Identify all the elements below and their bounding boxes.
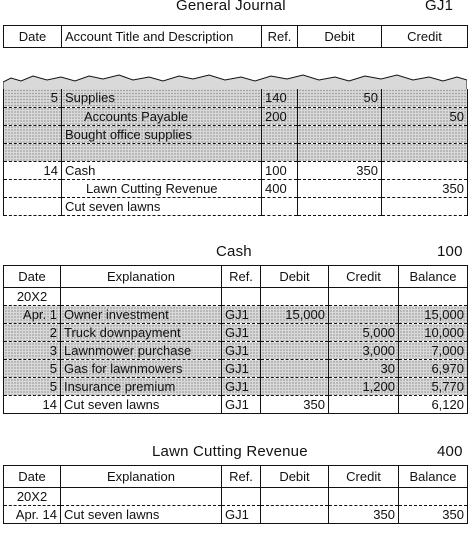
ledger-debit [261,378,329,396]
ledger-debit [261,506,329,524]
journal-credit [382,143,468,161]
journal-credit [382,125,468,143]
cash-header-row [4,266,468,288]
ledger-ref [222,488,261,506]
revenue-ledger-table [3,465,468,524]
journal-title: General Journal [176,0,286,14]
revenue-col-balance: Balance [399,466,468,488]
ledger-ref: GJ1 [222,396,261,414]
journal-header-row [4,26,468,48]
ledger-explanation: Cut seven lawns [61,396,222,414]
cash-title: Cash [216,243,252,260]
ledger-balance [399,488,468,506]
journal-credit [382,89,468,107]
ledger-ref: GJ1 [222,342,261,360]
ledger-balance: 6,120 [399,396,468,414]
ledger-debit [261,324,329,342]
journal-debit [298,125,382,143]
ledger-credit [329,288,399,306]
cash-col-balance: Balance [399,266,468,288]
cash-col-date: Date [4,266,61,288]
journal-ref: 200 [262,107,298,125]
cash-ledger-table [3,265,468,414]
ledger-balance: 10,000 [399,324,468,342]
ledger-date: 3 [4,342,61,360]
ledger-explanation: Owner investment [61,306,222,324]
ledger-debit [261,488,329,506]
revenue-col-ref: Ref. [222,466,261,488]
journal-row [4,143,468,161]
ledger-row [4,378,468,396]
journal-account: Supplies [62,89,262,107]
journal-col-credit: Credit [382,26,468,48]
cash-col-credit: Credit [329,266,399,288]
ledger-explanation: Lawnmower purchase [61,342,222,360]
revenue-col-explanation: Explanation [61,466,222,488]
journal-credit [382,161,468,179]
journal-col-debit: Debit [298,26,382,48]
ledger-date: 5 [4,378,61,396]
ledger-row [4,396,468,414]
journal-date [4,143,62,161]
ledger-ref: GJ1 [222,324,261,342]
ledger-balance: 6,970 [399,360,468,378]
journal-debit: 50 [298,89,382,107]
journal-ref [262,197,298,215]
journal-debit [298,179,382,197]
ledger-explanation [61,288,222,306]
journal-ref [262,125,298,143]
cash-col-debit: Debit [261,266,329,288]
ledger-balance: 5,770 [399,378,468,396]
revenue-col-date: Date [4,466,61,488]
journal-date [4,179,62,197]
journal-credit: 50 [382,107,468,125]
ledger-row [4,506,468,524]
ledger-explanation [61,488,222,506]
journal-date [4,197,62,215]
ledger-row [4,324,468,342]
journal-ref: 100 [262,161,298,179]
ledger-explanation: Cut seven lawns [61,506,222,524]
ledger-balance: 350 [399,506,468,524]
ledger-row [4,488,468,506]
revenue-header-row [4,466,468,488]
revenue-title: Lawn Cutting Revenue [152,443,308,460]
journal-date [4,125,62,143]
ledger-ref: GJ1 [222,306,261,324]
journal-account: Cut seven lawns [62,197,262,215]
ledger-debit: 350 [261,396,329,414]
ledger-credit: 5,000 [329,324,399,342]
journal-credit: 350 [382,179,468,197]
ledger-explanation: Truck downpayment [61,324,222,342]
revenue-col-debit: Debit [261,466,329,488]
journal-debit [298,197,382,215]
ledger-explanation: Insurance premium [61,378,222,396]
ledger-date: Apr. 14 [4,506,61,524]
journal-debit [298,107,382,125]
journal-account: Bought office supplies [62,125,262,143]
journal-account: Cash [62,161,262,179]
journal-account: Accounts Payable [62,107,262,125]
ledger-date: 2 [4,324,61,342]
ledger-date: 14 [4,396,61,414]
ledger-balance [399,288,468,306]
ledger-credit: 1,200 [329,378,399,396]
cash-col-ref: Ref. [222,266,261,288]
cash-number: 100 [437,243,463,260]
ledger-credit: 3,000 [329,342,399,360]
journal-debit: 350 [298,161,382,179]
ledger-date: 20X2 [4,488,61,506]
journal-col-ref: Ref. [262,26,298,48]
journal-row [4,179,468,197]
journal-ref [262,143,298,161]
ledger-date: 5 [4,360,61,378]
ledger-debit [261,360,329,378]
ledger-date: Apr. 1 [4,306,61,324]
cash-col-explanation: Explanation [61,266,222,288]
ledger-credit: 30 [329,360,399,378]
journal-row [4,161,468,179]
journal-row [4,197,468,215]
journal-credit [382,197,468,215]
journal-date: 14 [4,161,62,179]
ledger-ref: GJ1 [222,360,261,378]
journal-date [4,107,62,125]
journal-date: 5 [4,89,62,107]
journal-ref: 400 [262,179,298,197]
journal-row [4,125,468,143]
revenue-col-credit: Credit [329,466,399,488]
ledger-credit [329,488,399,506]
ledger-credit [329,396,399,414]
ledger-balance: 7,000 [399,342,468,360]
ledger-debit [261,342,329,360]
revenue-number: 400 [437,443,463,460]
journal-row [4,107,468,125]
journal-account [62,143,262,161]
ledger-row [4,288,468,306]
ledger-row [4,342,468,360]
journal-table [3,89,468,216]
ledger-debit [261,288,329,306]
journal-row [4,89,468,107]
journal-debit [298,143,382,161]
ledger-row [4,306,468,324]
journal-account: Lawn Cutting Revenue [62,179,262,197]
ledger-credit [329,306,399,324]
journal-code: GJ1 [425,0,454,14]
journal-ref: 140 [262,89,298,107]
ledger-ref: GJ1 [222,506,261,524]
ledger-date: 20X2 [4,288,61,306]
ledger-row [4,360,468,378]
journal-header-table [3,25,468,48]
ledger-ref [222,288,261,306]
ledger-balance: 15,000 [399,306,468,324]
ledger-ref: GJ1 [222,378,261,396]
ledger-debit: 15,000 [261,306,329,324]
ledger-explanation: Gas for lawnmowers [61,360,222,378]
ledger-credit: 350 [329,506,399,524]
journal-col-account: Account Title and Description [62,26,262,48]
torn-edge-divider [3,68,467,90]
journal-col-date: Date [4,26,62,48]
